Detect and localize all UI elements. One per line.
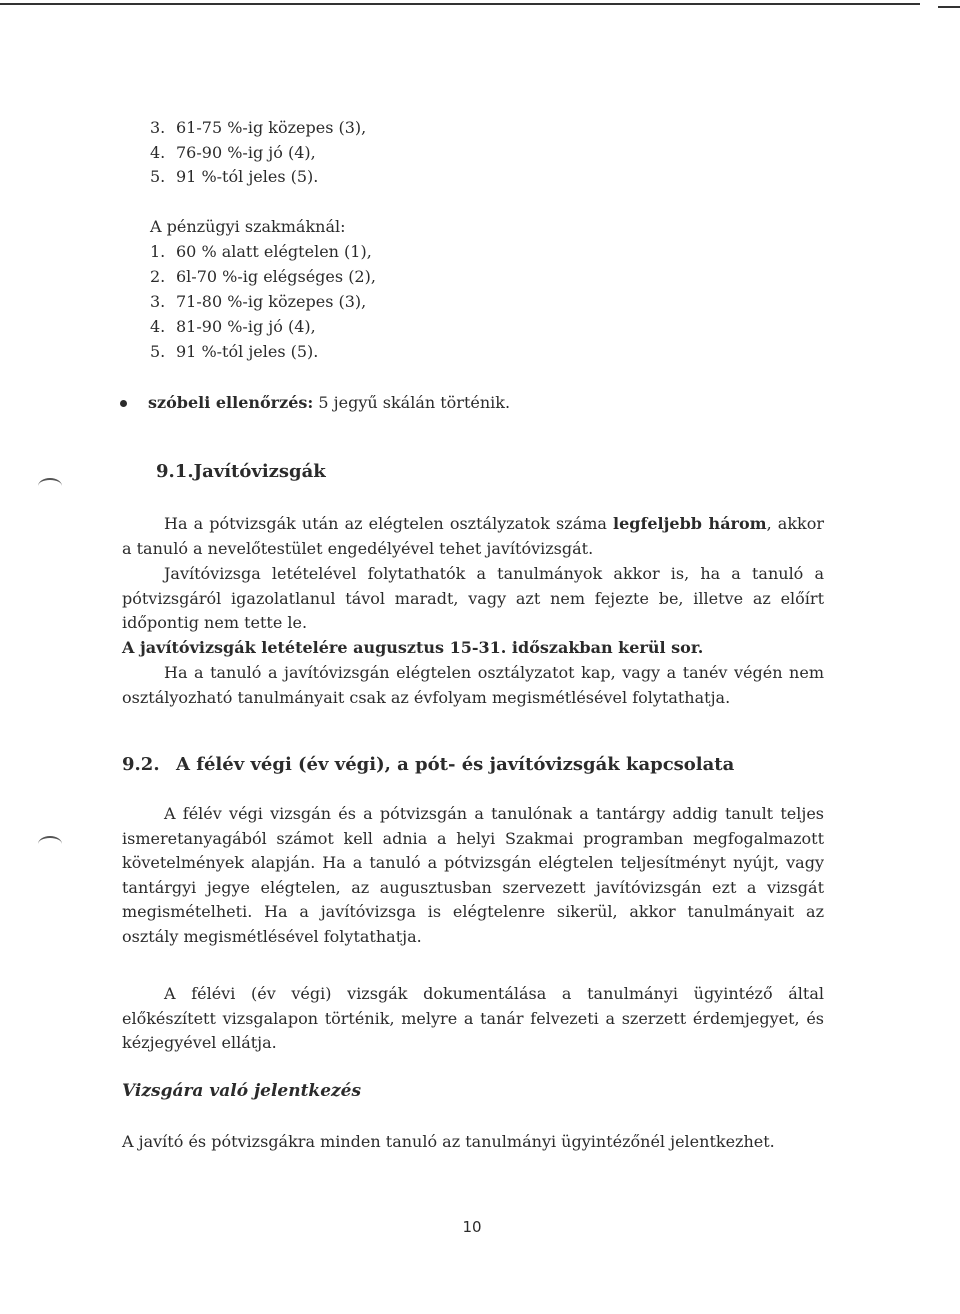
- section-number-9-2: 9.2.: [122, 754, 160, 775]
- bullet-icon: [120, 400, 127, 407]
- list-item: 4. 81-90 %-ig jó (4),: [150, 317, 316, 336]
- list-item: 3. 71-80 %-ig közepes (3),: [150, 292, 367, 311]
- paragraph: Ha a tanuló a javítóvizsgán elégtelen osztályzatot kap, vagy a tanév végén nem osztályozható tanulmányait csak az évfolyam megismétlésével folytathatja.: [122, 663, 824, 707]
- oral-assessment-bullet: szóbeli ellenőrzés: 5 jegyű skálán történik.: [120, 393, 510, 413]
- page-number: 10: [462, 1218, 482, 1236]
- paragraph: A félév végi vizsgán és a pótvizsgán a tanulónak a tantárgy addig tanult teljes ismeretanyagából számot kell adnia a helyi Szakmai programban megfogalmazott követelmények alapján. Ha a tanuló a pótvizsgán elégtelen teljesítményt nyújt, vagy tantárgyi jegye elégtelen, az augusztusban szervezett javítóvizsgán ezt a vizsgát megismételheti. Ha a javítóvizsga is elégtelenre sikerül, akkor tanulmányait az osztály megismétlésével folytathatja.: [122, 804, 824, 946]
- paragraph: A félévi (év végi) vizsgák dokumentálása a tanulmányi ügyintéző által előkészített vizsgalapon történik, melyre a tanár felvezeti a szerzett érdemjegyet, és kézjegyével ellátja.: [122, 984, 824, 1053]
- scan-edge-line: [0, 3, 920, 5]
- financial-professions-label: A pénzügyi szakmáknál:: [150, 217, 346, 236]
- scan-edge-mark: [938, 6, 960, 8]
- deadline-statement: A javítóvizsgák letételére augusztus 15-31. időszakban kerül sor.: [122, 638, 704, 657]
- list-item: 2. 6l-70 %-ig elégséges (2),: [150, 267, 376, 286]
- paragraph: Javítóvizsga letételével folytathatók a tanulmányok akkor is, ha a tanuló a pótvizsgáról igazolatlanul távol maradt, vagy azt nem fejezte be, illetve az előírt időpontig nem tette le.: [122, 564, 824, 633]
- punch-hole-mark: [38, 478, 62, 494]
- section-heading-9-1: 9.1.Javítóvizsgák: [156, 461, 326, 482]
- punch-hole-mark: [38, 836, 62, 852]
- registration-heading: Vizsgára való jelentkezés: [122, 1081, 362, 1101]
- list-item: 3. 61-75 %-ig közepes (3),: [150, 118, 367, 137]
- paragraph: Ha a pótvizsgák után az elégtelen osztályzatok száma legfeljebb három, akkor a tanuló a nevelőtestület engedélyével tehet javítóvizsgát.: [122, 514, 824, 558]
- list-item: 5. 91 %-tól jeles (5).: [150, 342, 319, 361]
- section-title-9-2: A félév végi (év végi), a pót- és javítóvizsgák kapcsolata: [176, 754, 735, 775]
- list-item: 4. 76-90 %-ig jó (4),: [150, 143, 316, 162]
- list-item: 5. 91 %-tól jeles (5).: [150, 167, 319, 186]
- list-item: 1. 60 % alatt elégtelen (1),: [150, 242, 372, 261]
- registration-text: A javító és pótvizsgákra minden tanuló az tanulmányi ügyintézőnél jelentkezhet.: [122, 1132, 775, 1151]
